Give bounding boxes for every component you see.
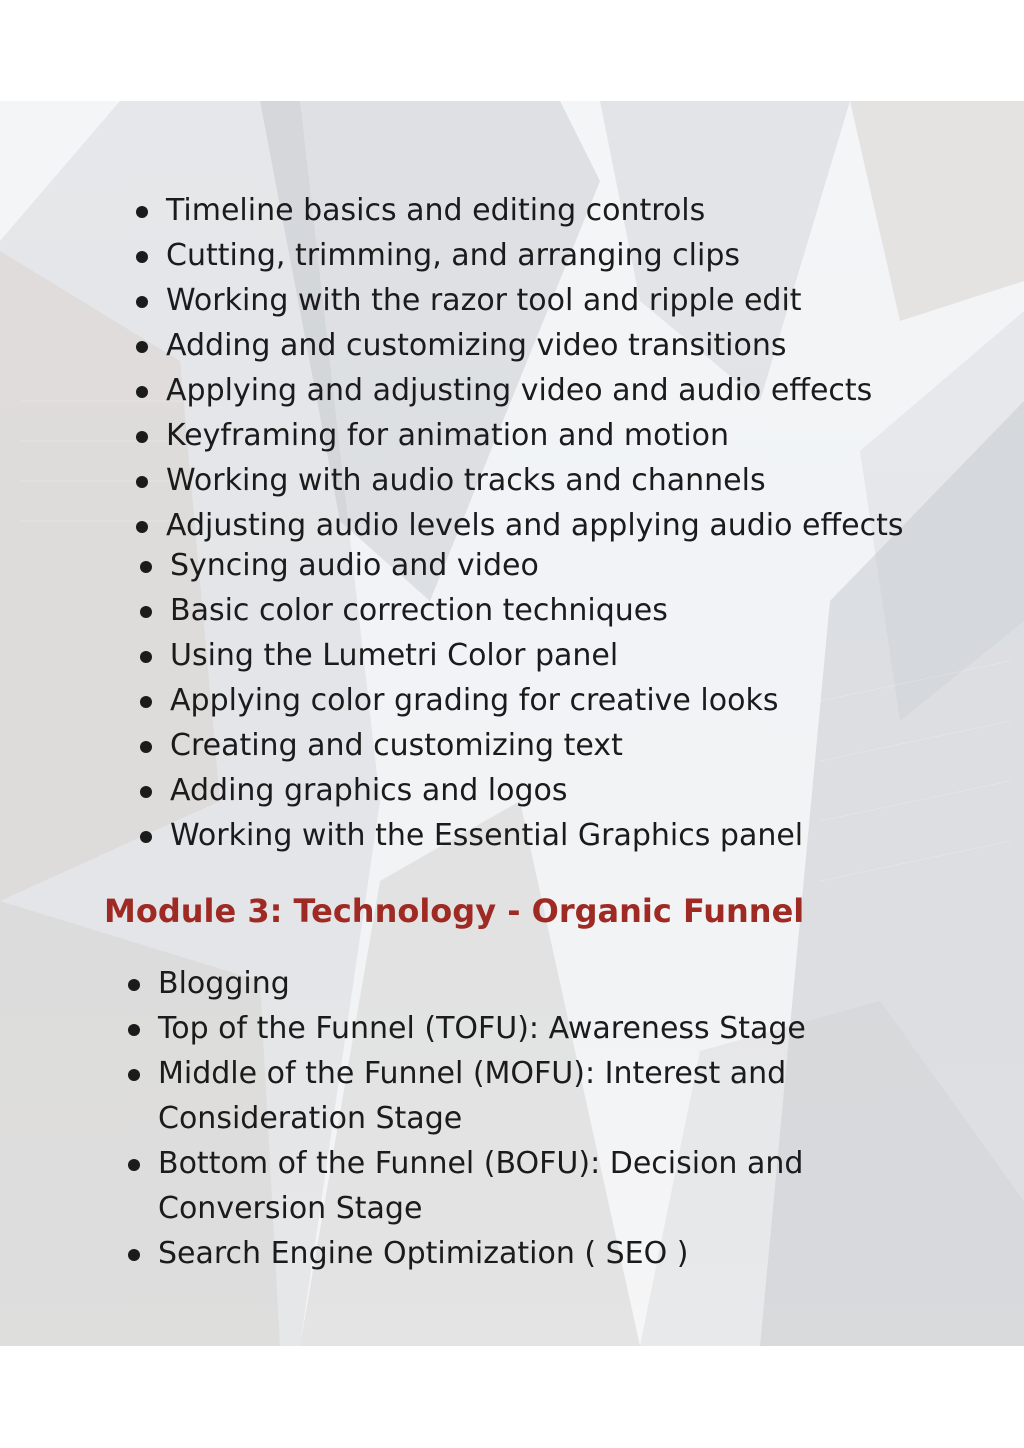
bullet-icon — [136, 341, 148, 353]
list-item — [170, 543, 803, 588]
topic-list-editing — [166, 188, 903, 548]
list-item-text: Bottom of the Funnel (BOFU): Decision and Conversion Stage — [158, 1146, 804, 1226]
bullet-icon — [140, 606, 152, 618]
bullet-icon — [136, 431, 148, 443]
list-item-text: Applying and adjusting video and audio effects — [166, 373, 873, 408]
bullet-icon — [140, 786, 152, 798]
list-item-text: Blogging — [158, 966, 290, 1001]
bullet-icon — [136, 251, 148, 263]
bullet-icon — [128, 1024, 140, 1036]
list-item — [170, 633, 803, 678]
list-item-text: Basic color correction techniques — [170, 593, 668, 628]
list-item — [166, 458, 903, 503]
list-item-text: Using the Lumetri Color panel — [170, 638, 619, 673]
bullet-icon — [136, 206, 148, 218]
list-item-text: Cutting, trimming, and arranging clips — [166, 238, 740, 273]
list-item-text: Working with audio tracks and channels — [166, 463, 766, 498]
bullet-icon — [128, 1249, 140, 1261]
list-item-text: Keyframing for animation and motion — [166, 418, 729, 453]
module-heading: Module 3: Technology - Organic Funnel — [104, 892, 805, 930]
list-item-text: Working with the Essential Graphics panel — [170, 818, 804, 853]
bullet-icon — [128, 979, 140, 991]
list-item — [170, 723, 803, 768]
bullet-icon — [140, 696, 152, 708]
bullet-icon — [128, 1069, 140, 1081]
list-item — [166, 188, 903, 233]
list-item — [166, 278, 903, 323]
bullet-icon — [140, 741, 152, 753]
list-item-text: Applying color grading for creative looks — [170, 683, 779, 718]
list-item — [158, 961, 858, 1006]
bullet-icon — [140, 651, 152, 663]
list-item — [166, 503, 903, 548]
list-item — [166, 368, 903, 413]
list-item — [170, 588, 803, 633]
bullet-icon — [140, 831, 152, 843]
list-item-text: Working with the razor tool and ripple edit — [166, 283, 802, 318]
bullet-icon — [136, 476, 148, 488]
list-item-text: Timeline basics and editing controls — [166, 193, 706, 228]
bullet-icon — [136, 386, 148, 398]
list-item — [158, 1051, 858, 1141]
bullet-icon — [136, 521, 148, 533]
list-item-text: Top of the Funnel (TOFU): Awareness Stage — [158, 1011, 806, 1046]
list-item — [170, 813, 803, 858]
list-item-text: Creating and customizing text — [170, 728, 623, 763]
list-item-text: Adding and customizing video transitions — [166, 328, 787, 363]
list-item — [158, 1006, 858, 1051]
list-item-text: Adding graphics and logos — [170, 773, 568, 808]
list-item-text: Syncing audio and video — [170, 548, 539, 583]
list-item-text: Search Engine Optimization ( SEO ) — [158, 1236, 689, 1271]
topic-list-organic-funnel — [158, 961, 858, 1276]
bullet-icon — [136, 296, 148, 308]
list-item — [158, 1231, 858, 1276]
list-item — [166, 323, 903, 368]
list-item — [170, 678, 803, 723]
bullet-icon — [128, 1159, 140, 1171]
list-item — [166, 233, 903, 278]
list-item — [170, 768, 803, 813]
topic-list-color-graphics — [170, 543, 803, 858]
list-item — [158, 1141, 858, 1231]
list-item-text: Middle of the Funnel (MOFU): Interest and Consideration Stage — [158, 1056, 787, 1136]
bullet-icon — [140, 561, 152, 573]
list-item-text: Adjusting audio levels and applying audio effects — [166, 508, 904, 543]
list-item — [166, 413, 903, 458]
